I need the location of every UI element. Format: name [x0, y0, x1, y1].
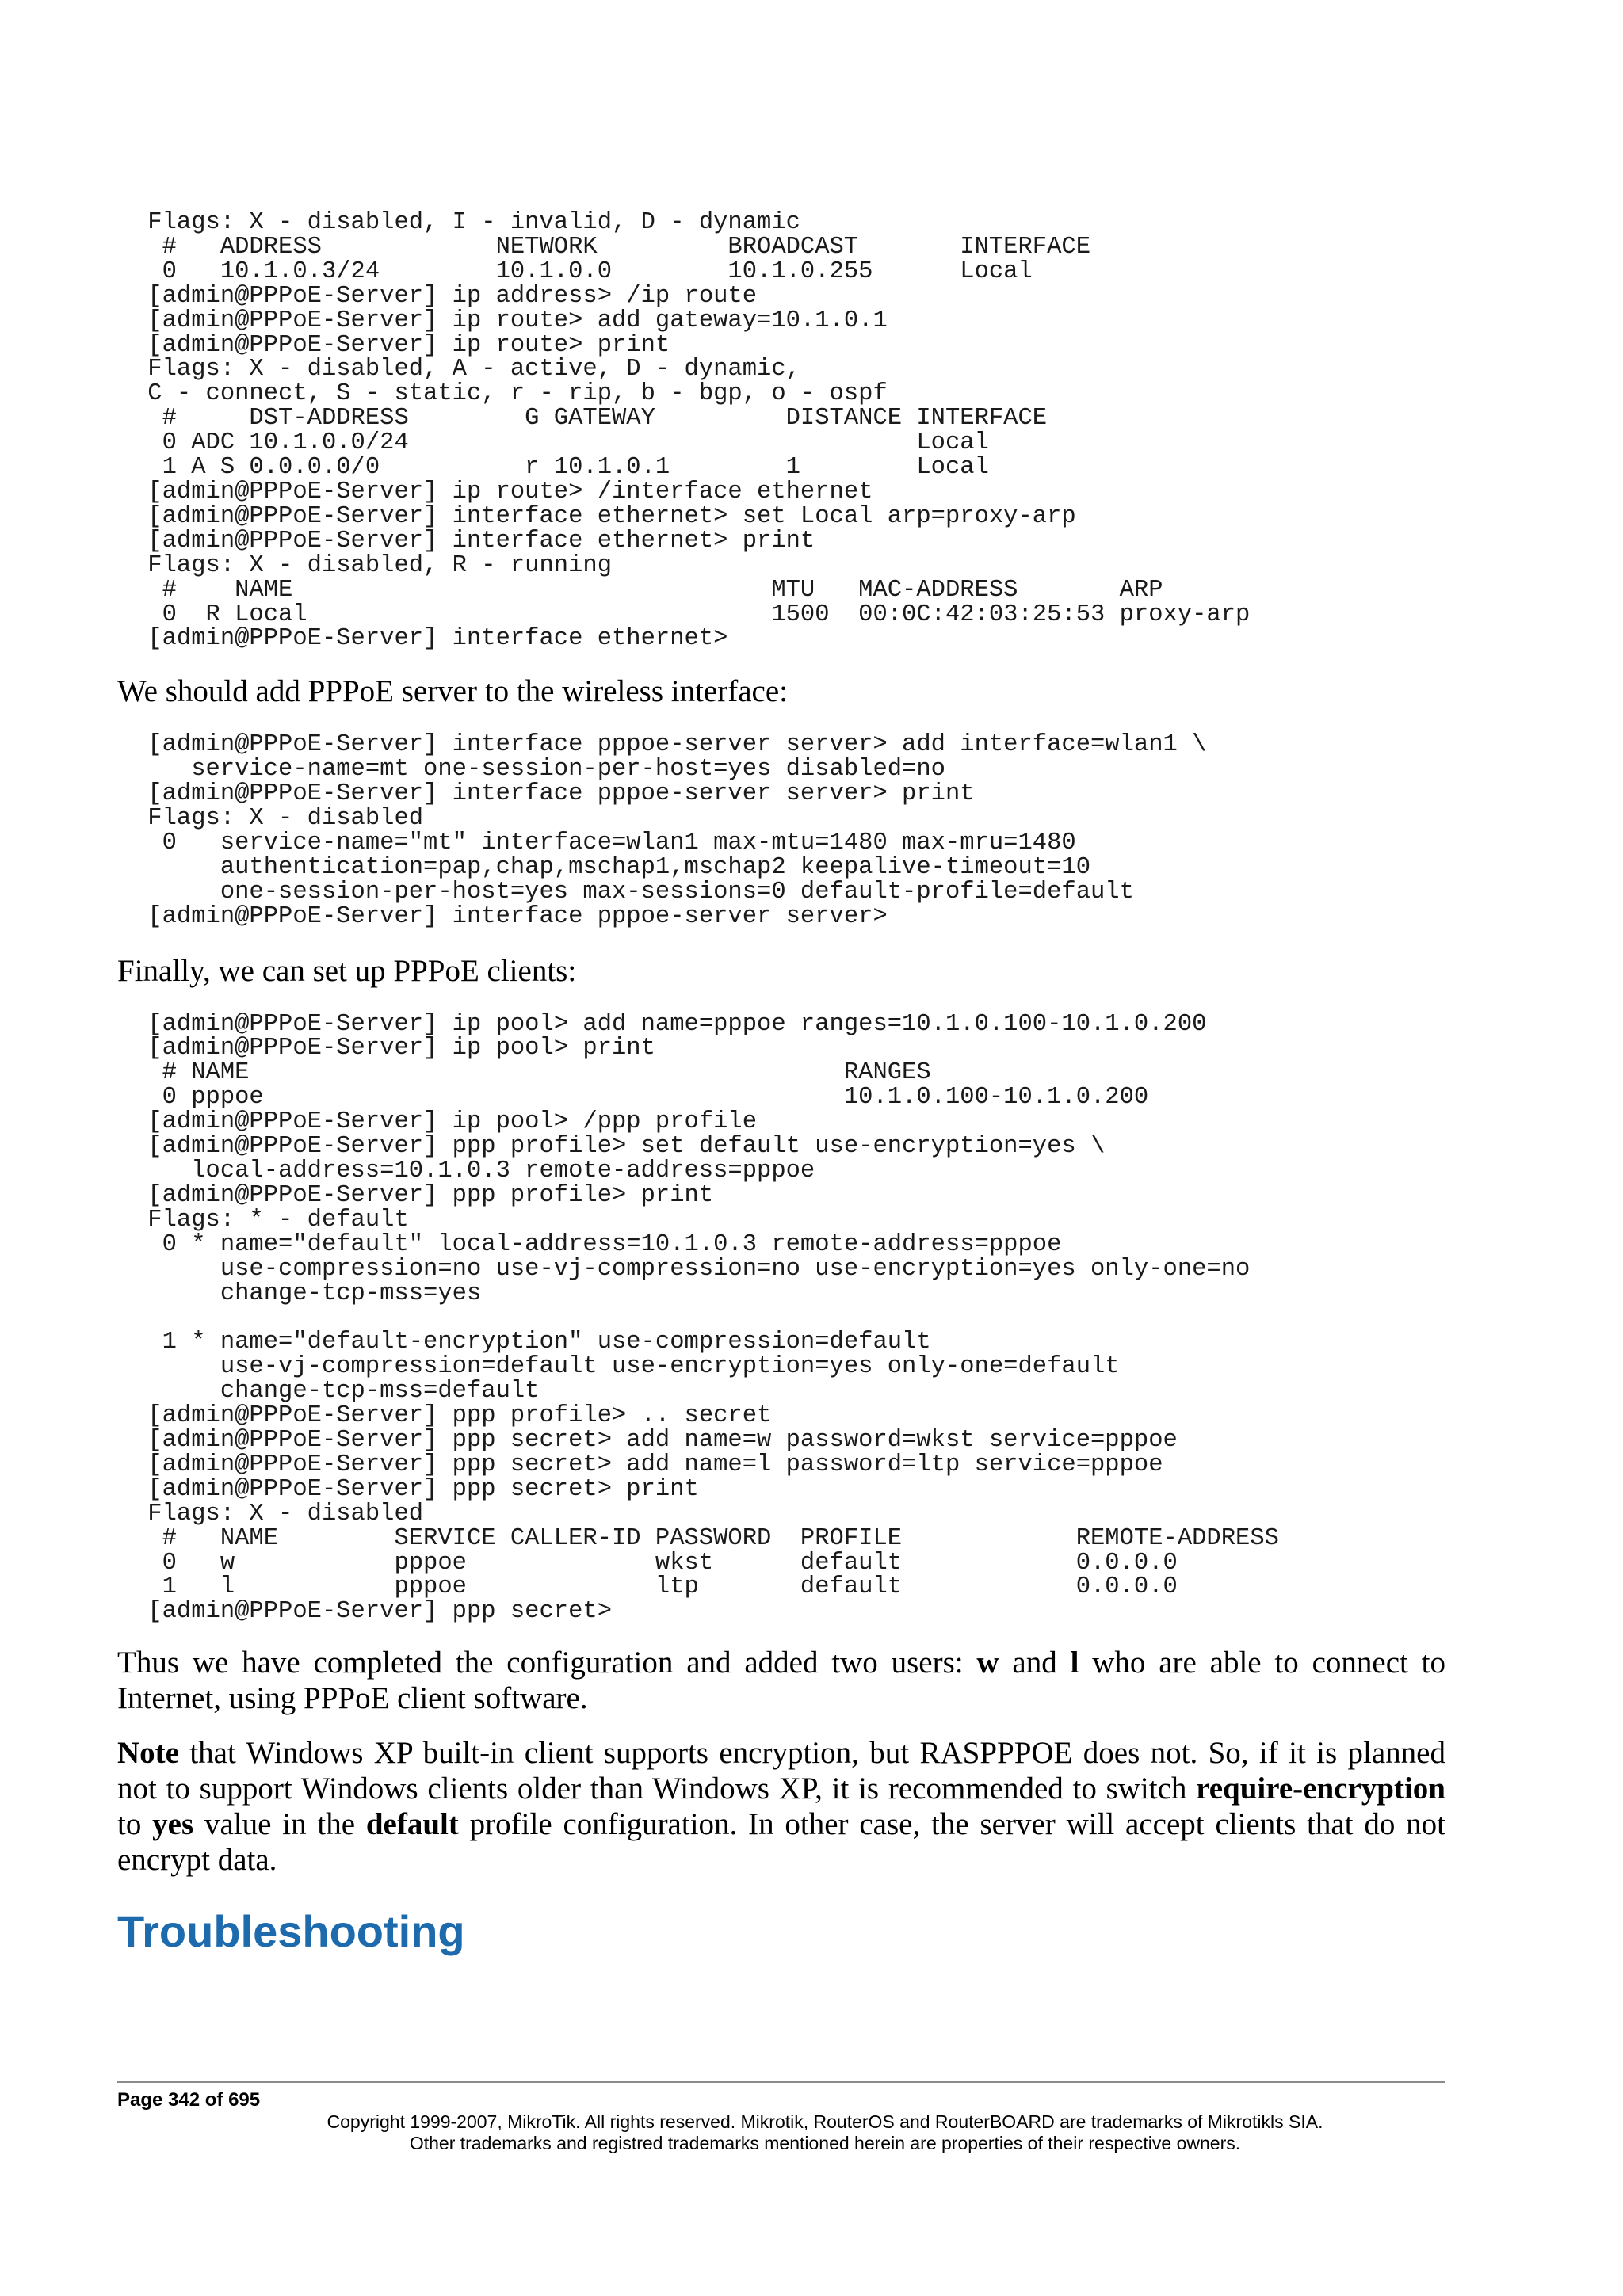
- paragraph-setup-clients: Finally, we can set up PPPoE clients:: [117, 953, 577, 988]
- completed-text-2: and: [999, 1646, 1071, 1680]
- code-block-ip-route-ethernet: Flags: X - disabled, I - invalid, D - dynamic # ADDRESS NETWORK BROADCAST INTERFACE 0 10.1.0.3/24 10.1.0.0 10.1.0.255 Local [admin@PPPoE-Server] ip address> /ip route [admin@PPPoE-Server] ip route> add gateway=10.1.0.1 [admin@PPPoE-Server] ip route> print Flags: X - disabled, A - active, D - dynamic, C - connect, S - static, r - rip, b - bgp, o - ospf # DST-ADDRESS G GATEWAY DISTANCE INTERFACE 0 ADC 10.1.0.0/24 Local 1 A S 0.0.0.0/0 r 10.1.0.1 1 Local [admin@PPPoE-Server] ip route> /interface ethernet [admin@PPPoE-Server] interface ethernet> set Local arp=proxy-arp [admin@PPPoE-Server] interface ethernet> print Flags: X - disabled, R - running # NAME MTU MAC-ADDRESS ARP 0 R Local 1500 00:0C:42:03:25:53 proxy-arp [admin@PPPoE-Server] interface ethernet>: [147, 209, 1251, 653]
- note-profile: default: [365, 1807, 459, 1842]
- completed-text-3: who are able to connect to Internet, using PPPoE client software.: [117, 1646, 1446, 1716]
- note-label: Note: [117, 1736, 179, 1771]
- section-heading-troubleshooting: Troubleshooting: [117, 1906, 465, 1957]
- document-page: [117, 211, 1445, 1957]
- note-option: require-encryption: [1196, 1772, 1445, 1806]
- user-l: l: [1070, 1646, 1079, 1680]
- copyright-line-2: Other trademarks and registred trademarks mentioned herein are properties of their respective owners.: [409, 2133, 1241, 2153]
- note-text-3: value in the: [193, 1807, 366, 1842]
- user-w: w: [976, 1646, 999, 1680]
- paragraph-configuration-completed: [117, 1645, 1445, 1716]
- note-text-2: to: [117, 1807, 153, 1842]
- footer-divider: [117, 2081, 1445, 2083]
- code-block-ppp-profile-secret: [admin@PPPoE-Server] ip pool> add name=pppoe ranges=10.1.0.100-10.1.0.200 [admin@PPPoE-Server] ip pool> print # NAME RANGES 0 pppoe 10.1.0.100-10.1.0.200 [admin@PPPoE-Server] ip pool> /ppp profile [admin@PPPoE-Server] ppp profile> set default use-encryption=yes \ local-address=10.1.0.3 remote-address=pppoe [admin@PPPoE-Server] ppp profile> print Flags: * - default 0 * name="default" local-address=10.1.0.3 remote-address=pppoe use-compression=no use-vj-compression=no use-encryption=yes only-one=no change-tcp-mss=yes 1 * name="default-encryption" use-compression=default use-vj-compression=default use-encryption=yes only-one=default change-tcp-mss=default [admin@PPPoE-Server] ppp profile> .. secret [admin@PPPoE-Server] ppp secret> add name=w password=wkst service=pppoe [admin@PPPoE-Server] ppp secret> add name=l password=ltp service=pppoe [admin@PPPoE-Server] ppp secret> print Flags: X - disabled # NAME SERVICE CALLER-ID PASSWORD PROFILE REMOTE-ADDRESS 0 w pppoe wkst default 0.0.0.0 1 l pppoe ltp default 0.0.0.0 [admin@PPPoE-Server] ppp secret>: [147, 1010, 1279, 1626]
- paragraph-add-pppoe-server: We should add PPPoE server to the wireless interface:: [117, 674, 788, 709]
- note-text-4: profile configuration. In other case, the server will accept clients that do not encrypt data.: [117, 1807, 1446, 1878]
- copyright-line-1: Copyright 1999-2007, MikroTik. All rights reserved. Mikrotik, RouterOS and RouterBOARD are trademarks of Mikrotikls SIA.: [327, 2111, 1323, 2132]
- paragraph-note-encryption: [117, 1735, 1445, 1878]
- note-value: yes: [152, 1807, 194, 1842]
- completed-text-1: Thus we have completed the configuration and added two users:: [117, 1646, 977, 1680]
- page-number: Page 342 of 695: [117, 2089, 261, 2111]
- page-footer: [117, 2081, 1445, 2154]
- note-text-1: that Windows XP built-in client supports encryption, but RASPPPOE does not. So, if it is planned not to support Windows clients older than Windows XP, it is recommended to switch: [117, 1736, 1445, 1806]
- code-block-pppoe-server: [admin@PPPoE-Server] interface pppoe-server server> add interface=wlan1 \ service-name=mt one-session-per-host=yes disabled=no [admin@PPPoE-Server] interface pppoe-server server> print Flags: X - disabled 0 service-name="mt" interface=wlan1 max-mtu=1480 max-mru=1480 authentication=pap,chap,mschap1,mschap2 keepalive-timeout=10 one-session-per-host=yes max-sessions=0 default-profile=default [admin@PPPoE-Server] interface pppoe-server server>: [147, 731, 1207, 930]
